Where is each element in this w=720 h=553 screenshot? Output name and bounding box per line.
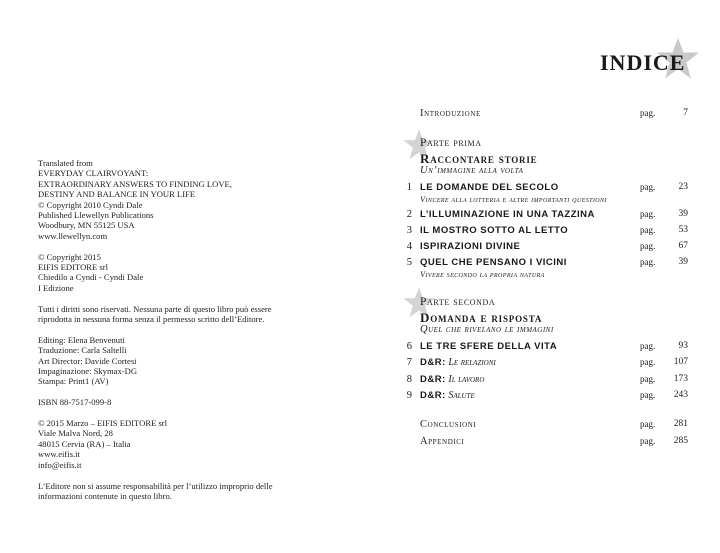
pag-label: pag. — [640, 341, 656, 351]
colophon-line: informazioni contenute in questo libro. — [38, 490, 172, 501]
pag-label: pag. — [640, 241, 656, 251]
toc-entry-topic: Il lavoro — [448, 374, 485, 385]
toc-entry-chapter-3[interactable] — [398, 225, 688, 239]
part-subtitle: Quel che rivelano le immagini — [420, 324, 554, 335]
page-number: 243 — [673, 390, 688, 400]
chapter-number: 1 — [406, 182, 412, 193]
colophon-line: Art Director: Davide Cortesi — [38, 355, 137, 366]
colophon-line: I Edizione — [38, 282, 74, 293]
toc-entry-topic: Salute — [448, 390, 475, 401]
chapter-number: 4 — [406, 241, 412, 252]
colophon-line: Chiedilo a Cyndi - Cyndi Dale — [38, 272, 144, 283]
toc-entry-prefix: D&R: — [420, 357, 446, 368]
colophon-line: © 2015 Marzo – EIFIS EDITORE srl — [38, 418, 168, 429]
page-number: 23 — [678, 182, 688, 192]
toc-entry-label: Conclusioni — [420, 419, 477, 430]
pag-label: pag. — [640, 209, 656, 219]
page-number: 285 — [673, 436, 688, 446]
pag-label: pag. — [640, 225, 656, 235]
colophon-line: Woodbury, MN 55125 USA — [38, 220, 135, 231]
part-label: Parte seconda — [420, 296, 496, 308]
part-subtitle: Un’immagine alla volta — [420, 165, 524, 176]
toc-entry-chapter-1[interactable] — [398, 182, 688, 196]
pag-label: pag. — [640, 257, 656, 267]
colophon-line: DESTINY AND BALANCE IN YOUR LIFE — [38, 189, 196, 200]
colophon-line: www.eifis.it — [38, 449, 80, 460]
colophon-line: ISBN 88-7517-099-8 — [38, 397, 112, 408]
toc-entry-label: QUEL CHE PENSANO I VICINI — [420, 257, 567, 268]
page-number: 67 — [678, 241, 688, 251]
toc-entry-chapter-2[interactable] — [398, 209, 688, 223]
chapter-number: 2 — [406, 209, 412, 220]
colophon-line: Translated from — [38, 158, 93, 168]
colophon-line: L’Editore non si assume responsabilità per l’utilizzo improprio delle — [38, 480, 273, 491]
toc-entry-label: ISPIRAZIONI DIVINE — [420, 241, 521, 252]
toc-entry-prefix: D&R: — [420, 390, 446, 401]
toc-entry-topic: Le relazioni — [448, 357, 496, 368]
colophon-line: EVERYDAY CLAIRVOYANT: — [38, 168, 149, 179]
colophon-line: Stampa: Print1 (AV) — [38, 376, 109, 387]
colophon-line: Impaginazione: Skymax-DG — [38, 366, 138, 377]
toc-entry-chapter-9[interactable] — [398, 390, 688, 404]
part-title: Raccontare storie — [420, 151, 538, 166]
colophon-line: riprodotta in nessuna forma senza il permesso scritto dell’Editore. — [38, 314, 265, 325]
page-number: 107 — [673, 357, 688, 367]
toc-entry-label: IL MOSTRO SOTTO AL LETTO — [420, 225, 569, 236]
page-number: 53 — [678, 225, 688, 235]
page-number: 173 — [673, 374, 688, 384]
pag-label: pag. — [640, 436, 656, 446]
chapter-subtitle: Vincere alla lotteria e altre importanti questioni — [420, 195, 607, 204]
colophon-line: Published Llewellyn Publications — [38, 210, 154, 221]
colophon-line: 48015 Cervia (RA) – Italia — [38, 438, 131, 449]
chapter-number: 6 — [406, 341, 412, 352]
colophon-line: EIFIS EDITORE srl — [38, 262, 109, 273]
page-number: 39 — [678, 209, 688, 219]
colophon-line: Tutti i diritti sono riservati. Nessuna parte di questo libro può essere — [38, 303, 272, 314]
toc-entry-appendici[interactable] — [398, 436, 688, 450]
toc-entry-chapter-8[interactable] — [398, 374, 688, 388]
chapter-subtitle: Vivere secondo la propria natura — [420, 270, 545, 279]
toc-entry-introduzione[interactable] — [398, 108, 688, 122]
toc-entry-chapter-4[interactable] — [398, 241, 688, 255]
index-title: INDICE — [600, 50, 686, 75]
toc-entry-chapter-6[interactable] — [398, 341, 688, 355]
colophon-line: Traduzione: Carla Saltelli — [38, 345, 127, 356]
part-label: Parte prima — [420, 137, 482, 149]
page-number: 39 — [678, 257, 688, 267]
toc-entry-label: LE DOMANDE DEL SECOLO — [420, 182, 559, 193]
colophon-line: Editing: Elena Benvenuti — [38, 334, 125, 345]
colophon-line: EXTRAORDINARY ANSWERS TO FINDING LOVE, — [38, 178, 232, 189]
toc-entry-label: Introduzione — [420, 108, 481, 119]
toc-entry-prefix: D&R: — [420, 374, 446, 385]
pag-label: pag. — [640, 108, 656, 118]
toc-entry-chapter-5[interactable] — [398, 257, 688, 271]
toc-entry-chapter-7[interactable] — [398, 357, 688, 371]
toc-entry-label: L’ILLUMINAZIONE IN UNA TAZZINA — [420, 209, 595, 220]
colophon-line: info@eifis.it — [38, 459, 82, 470]
toc-entry-conclusioni[interactable] — [398, 419, 688, 433]
chapter-number: 3 — [406, 225, 412, 236]
colophon-line: © Copyright 2010 Cyndi Dale — [38, 199, 143, 210]
pag-label: pag. — [640, 390, 656, 400]
toc-entry-label — [420, 390, 475, 401]
colophon-line: www.llewellyn.com — [38, 230, 108, 241]
page-number: 281 — [673, 419, 688, 429]
page-number: 93 — [678, 341, 688, 351]
pag-label: pag. — [640, 357, 656, 367]
toc-entry-label — [420, 374, 484, 385]
colophon-line: Viale Malva Nord, 28 — [38, 428, 113, 439]
colophon-line: © Copyright 2015 — [38, 251, 101, 262]
chapter-number: 7 — [406, 357, 412, 368]
chapter-number: 5 — [406, 257, 412, 268]
page-number: 7 — [683, 108, 688, 118]
chapter-number: 9 — [406, 390, 412, 401]
pag-label: pag. — [640, 419, 656, 429]
part-title: Domanda e risposta — [420, 310, 543, 325]
pag-label: pag. — [640, 374, 656, 384]
toc-entry-label — [420, 357, 496, 368]
toc-entry-label: Appendici — [420, 436, 465, 447]
chapter-number: 8 — [406, 374, 412, 385]
toc-entry-label: LE TRE SFERE DELLA VITA — [420, 341, 558, 352]
pag-label: pag. — [640, 182, 656, 192]
